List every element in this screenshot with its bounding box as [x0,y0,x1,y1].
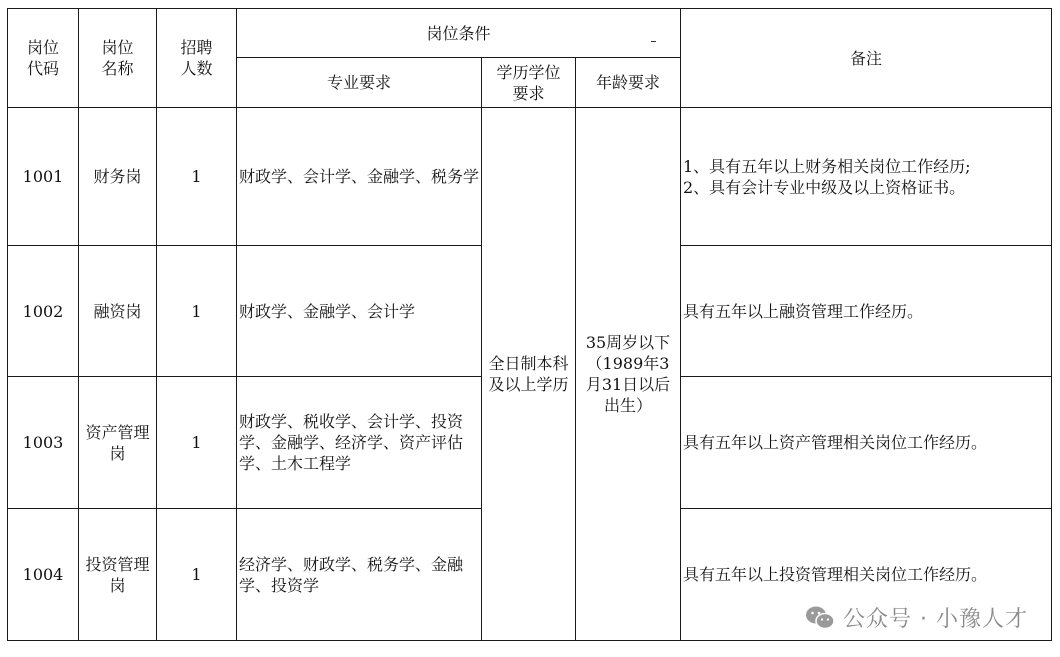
header-education-requirement-text: 学历学位 要求 [496,62,561,103]
notes: 1、具有五年以上财务相关岗位工作经历; 2、具有会计专业中级及以上资格证书。 [683,156,971,197]
hire-count-cell [157,246,237,377]
header-position-name [79,9,157,108]
header-position-code-text: 岗位 代码 [26,38,59,78]
recruitment-table [7,8,1052,641]
header-position-code [8,9,79,108]
header-notes-text: 备注 [849,48,882,68]
major-requirement-cell [237,246,482,377]
position-code-cell [8,108,79,246]
header-notes [681,9,1052,108]
hire-count: 1 [191,433,202,452]
hire-count-cell [157,377,237,509]
position-code-cell [8,509,79,641]
header-education-requirement [482,58,576,108]
hire-count: 1 [191,301,202,321]
major-requirement: 经济学、财政学、税务学、金融学、投资学 [239,554,464,595]
position-name: 资产管理岗 [85,422,150,463]
notes: 具有五年以上融资管理工作经历。 [683,301,924,321]
watermark-text: 公众号 · 小豫人才 [843,607,1028,632]
header-position-conditions [237,9,681,58]
position-code-cell [8,246,79,377]
position-name-cell [79,108,157,246]
education-requirement: 全日制本科及以上学历 [488,354,569,394]
position-name: 投资管理岗 [85,554,150,595]
hire-count: 1 [191,167,202,186]
major-requirement-cell [237,108,482,246]
header-hire-count [157,9,237,108]
position-name-cell [79,377,157,509]
position-name: 融资岗 [93,301,142,321]
position-code-cell [8,377,79,509]
hire-count: 1 [191,565,202,584]
header-major-requirement [237,58,482,108]
notes-cell [681,108,1052,246]
major-requirement: 财政学、税收学、会计学、投资学、金融学、经济学、资产评估学、土木工程学 [239,412,464,473]
notes-cell [681,246,1052,377]
major-requirement: 财政学、会计学、金融学、税务学 [239,167,480,186]
education-requirement-cell [482,108,576,641]
header-age-requirement [576,58,681,108]
age-requirement: 35周岁以下（1989年3月31日以后出生） [585,333,671,415]
hire-count-cell [157,509,237,641]
major-requirement-cell [237,377,482,509]
header-hire-count-text: 招聘 人数 [180,38,213,78]
header-position-name-text: 岗位 名称 [101,38,134,78]
position-name: 财务岗 [93,167,142,186]
scan-mark [651,41,656,42]
header-position-conditions-text: 岗位条件 [426,23,491,43]
major-requirement-cell [237,509,482,641]
notes-cell [681,377,1052,509]
header-major-requirement-text: 专业要求 [326,73,391,92]
position-name-cell [79,509,157,641]
position-code: 1002 [22,301,64,321]
hire-count-cell [157,108,237,246]
position-code: 1004 [22,565,64,584]
wechat-icon [805,605,835,631]
position-code: 1001 [22,167,64,186]
major-requirement: 财政学、金融学、会计学 [239,301,416,321]
notes: 具有五年以上资产管理相关岗位工作经历。 [683,433,988,452]
position-code: 1003 [22,433,64,452]
position-name-cell [79,246,157,377]
age-requirement-cell [576,108,681,641]
table-row [8,108,1052,246]
watermark [805,602,1028,633]
header-age-requirement-text: 年龄要求 [595,73,660,92]
notes: 具有五年以上投资管理相关岗位工作经历。 [683,565,988,584]
